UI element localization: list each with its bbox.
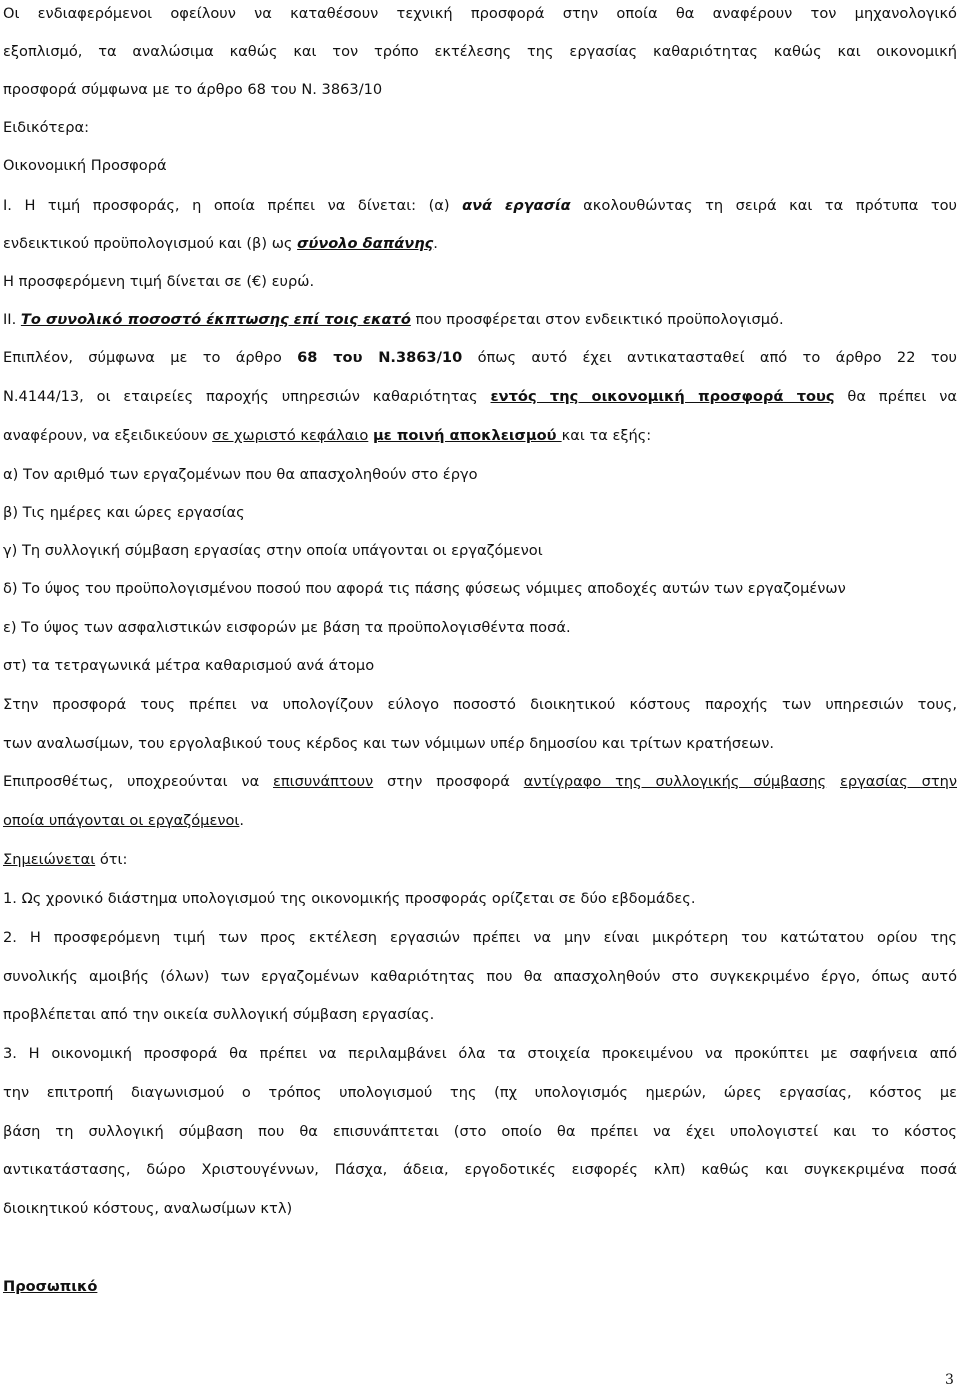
underlined-text: οποία υπάγονται οι εργαζόμενοι	[3, 812, 240, 829]
emphasis: 68 του Ν.	[297, 349, 396, 366]
note-line	[3, 850, 957, 870]
emphasis: με ποινή αποκλεισμού	[372, 427, 562, 444]
emphasis: εντός της οικονομική προσφορά τους	[490, 388, 835, 405]
page-number: 3	[945, 1372, 954, 1388]
list-item: στ) τα τετραγωνικά μέτρα καθαρισμού ανά άτομο	[3, 657, 375, 674]
text: που προσφέρεται στον ενδεικτικό προϋπολογισμό.	[410, 311, 784, 328]
text: ότι:	[95, 851, 128, 868]
text	[826, 773, 840, 790]
numbered-item: την επιτροπή διαγωνισμού ο τρόπος υπολογισμού της (πχ υπολογισμός ημερών, ώρες εργασίας, κόστος με	[3, 1084, 957, 1101]
section-title: Προσωπικό	[3, 1278, 98, 1295]
emphasis: ανά εργασία	[462, 197, 571, 214]
list-item: β) Τις ημέρες και ώρες εργασίας	[3, 504, 245, 521]
numbered-item: 3. Η οικονομική προσφορά θα πρέπει να περιλαμβάνει όλα τα στοιχεία προκειμένου να προκύπτει με σαφήνεια από	[3, 1045, 957, 1062]
paragraph-line	[3, 426, 957, 446]
text: όπως αυτό έχει αντικατασταθεί από το άρθρο 22 του	[462, 349, 957, 366]
numbered-item: συνολικής αμοιβής (όλων) των εργαζομένων καθαριότητας που θα απασχοληθούν στο συγκεκριμένο έργο, όπως αυτό	[3, 968, 957, 985]
paragraph-line: των αναλωσίμων, του εργολαβικού τους κέρδος και των νόμιμων υπέρ δημοσίου και τρίτων κρατήσεων.	[3, 735, 775, 752]
text: Ν.4144/13, οι εταιρείες παροχής υπηρεσιών καθαριότητας	[3, 388, 491, 405]
text: αναφέρουν, να εξειδικεύουν	[3, 427, 213, 444]
list-item: γ) Τη συλλογική σύμβαση εργασίας στην οποία υπάγονται οι εργαζόμενοι	[3, 542, 543, 559]
underlined-text: Σημειώνεται	[3, 851, 96, 868]
text: Επιπλέον, σύμφωνα με το άρθρο	[3, 349, 298, 366]
text: .	[239, 812, 245, 829]
paragraph-line	[3, 348, 957, 368]
list-item: ε) Το ύψος των ασφαλιστικών εισφορών με βάση τα προϋπολογισθέντα ποσά.	[3, 619, 571, 636]
text: Ι. Η τιμή προσφοράς, η οποία πρέπει να δίνεται: (α)	[3, 197, 463, 214]
text: ακολουθώντας τη σειρά και τα πρότυπα του	[570, 197, 957, 214]
text: ΙΙ.	[3, 311, 21, 328]
underlined-text: σε χωριστό κεφάλαιο	[212, 427, 369, 444]
item-one-line	[3, 196, 957, 216]
text: .	[433, 235, 438, 252]
text: ενδεικτικού προϋπολογισμού και (β) ως	[3, 235, 298, 252]
paragraph-line: Στην προσφορά τους πρέπει να υπολογίζουν εύλογο ποσοστό διοικητικού κόστους παροχής των υπηρεσιών τους,	[3, 696, 957, 713]
paragraph-line: εξοπλισμό, τα αναλώσιμα καθώς και τον τρόπο εκτέλεσης της εργασίας καθαριότητας καθώς και οικονομική	[3, 43, 957, 60]
text: θα πρέπει να	[834, 388, 957, 405]
price-line: Η προσφερόμενη τιμή δίνεται σε (€) ευρώ.	[3, 273, 315, 290]
underlined-text: εργασίας στην	[839, 773, 958, 790]
list-item: α) Τον αριθμό των εργαζομένων που θα απασχοληθούν στο έργο	[3, 466, 478, 483]
paragraph-line: Οι ενδιαφερόμενοι οφείλουν να καταθέσουν τεχνική προσφορά στην οποία θα αναφέρουν τον μηχανολογικό	[3, 5, 957, 22]
item-one-line	[3, 234, 957, 254]
numbered-item: 1. Ως χρονικό διάστημα υπολογισμού της οικονομικής προσφοράς ορίζεται σε δύο εβδομάδες.	[3, 890, 696, 907]
subheading-financial-offer: Οικονομική Προσφορά	[3, 157, 167, 174]
list-item: δ) Το ύψος του προϋπολογισμένου ποσού που αφορά τις πάσης φύσεως νόμιμες αποδοχές αυτών των εργαζομένων	[3, 580, 846, 597]
emphasis: 3863/10	[395, 349, 463, 366]
paragraph-line	[3, 387, 957, 407]
text: Επιπροσθέτως, υποχρεούνται να	[3, 773, 273, 790]
paragraph-line: Ειδικότερα:	[3, 119, 90, 136]
numbered-item: προβλέπεται από την οικεία συλλογική σύμβαση εργασίας.	[3, 1006, 435, 1023]
underlined-text: αντίγραφο της συλλογικής σύμβασης	[523, 773, 827, 790]
paragraph-line	[3, 811, 957, 831]
paragraph-line: προσφορά σύμφωνα με το άρθρο 68 του Ν. 3863/10	[3, 81, 383, 98]
numbered-item: 2. Η προσφερόμενη τιμή των προς εκτέλεση εργασιών πρέπει να μην είναι μικρότερη του κατώτατου ορίου της	[3, 929, 957, 946]
numbered-item: διοικητικού κόστους, αναλωσίμων κτλ)	[3, 1200, 293, 1217]
paragraph-line	[3, 772, 957, 792]
text: και τα εξής:	[561, 427, 652, 444]
underlined-text: επισυνάπτουν	[273, 773, 374, 790]
text: στην προσφορά	[373, 773, 524, 790]
emphasis: σύνολο δαπάνης	[297, 235, 434, 252]
item-two-line	[3, 310, 957, 330]
numbered-item: αντικατάστασης, δώρο Χριστουγέννων, Πάσχα, άδεια, εργοδοτικές εισφορές κλπ) καθώς και συγκεκριμένα ποσά	[3, 1161, 957, 1178]
numbered-item: βάση τη συλλογική σύμβαση που θα επισυνάπτεται (στο οποίο θα πρέπει να έχει υπολογιστεί και το κόστος	[3, 1123, 957, 1140]
emphasis: Το συνολικό ποσοστό έκπτωσης επί τοις εκατό	[20, 311, 411, 328]
